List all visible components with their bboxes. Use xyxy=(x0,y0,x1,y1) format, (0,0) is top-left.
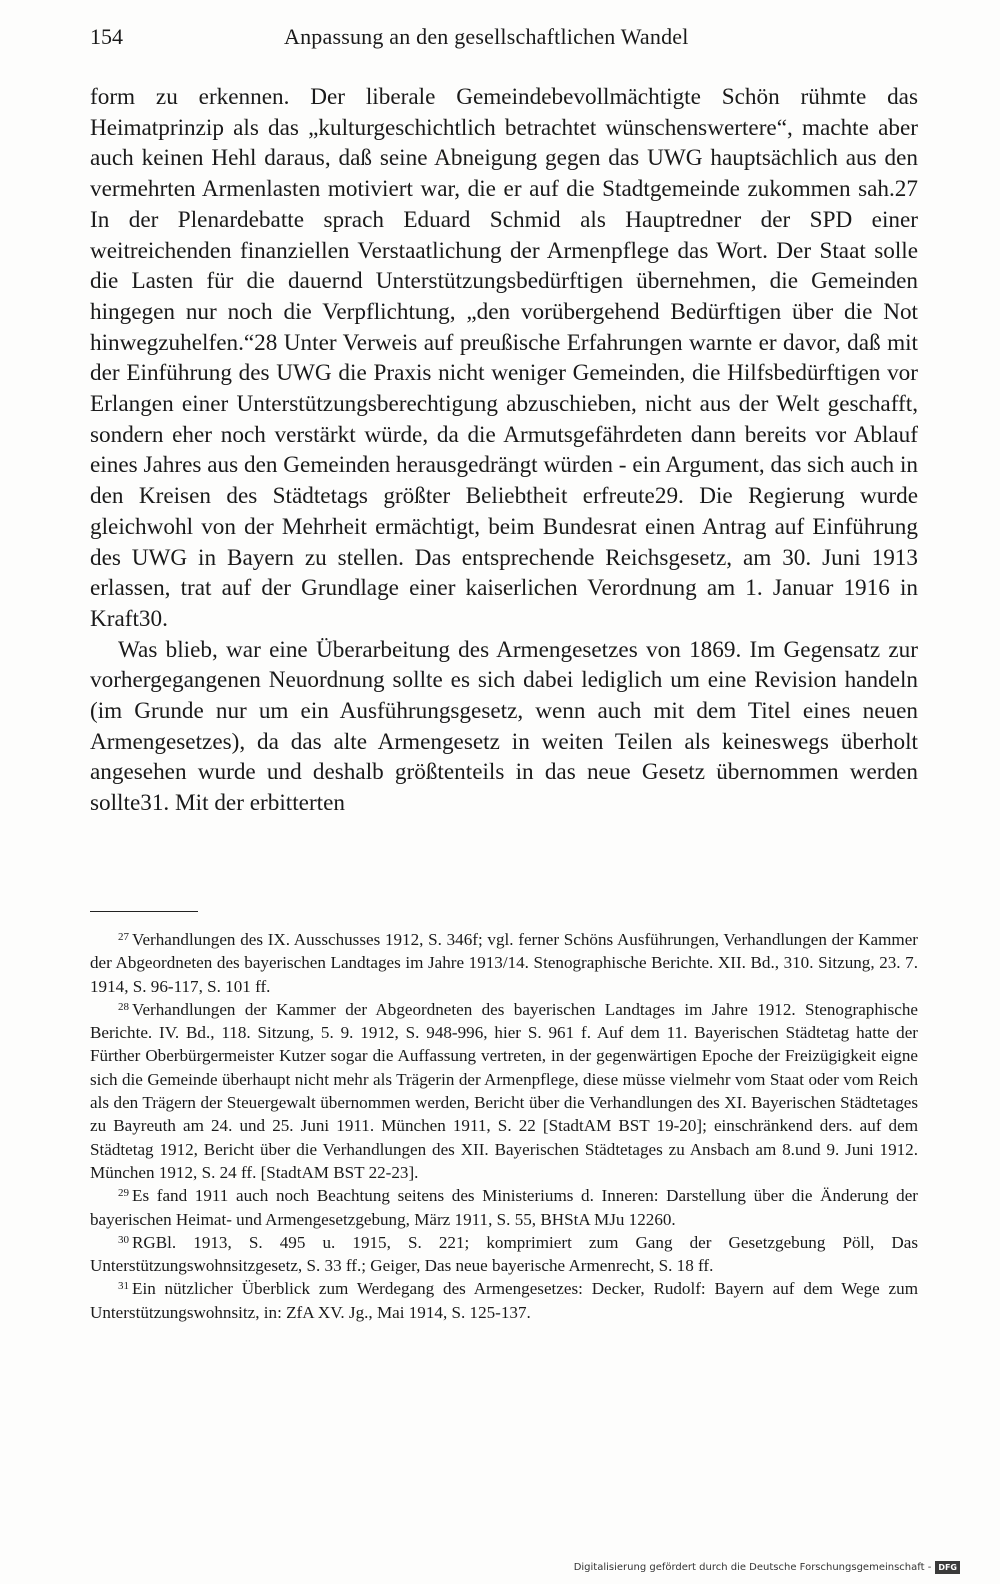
dfg-logo-icon: DFG xyxy=(935,1561,960,1574)
footnote xyxy=(90,928,918,998)
footnote-mark: 30 xyxy=(118,1233,129,1246)
footnote xyxy=(90,998,918,1184)
digitization-credit xyxy=(574,1561,960,1574)
footnote-text: Ein nützlicher Überblick zum Werdegang des Armengesetzes: Decker, Rudolf: Bayern auf dem Wege zum Unterstützungswohnsitz, in: ZfA XV. Jg., Mai 1914, S. 125-137. xyxy=(90,1279,918,1322)
main-text xyxy=(90,82,918,819)
footnote-mark: 28 xyxy=(118,1000,129,1013)
body-paragraph: form zu erkennen. Der liberale Gemeindebevollmächtigte Schön rühmte das Heimatprinzip als das „kulturgeschichtlich betrachtet wünschenswertere“, machte aber auch keinen Hehl daraus, daß seine Abneigung gegen das UWG hauptsächlich aus den vermehrten Armenlasten motiviert war, die er auf die Stadtgemeinde zukommen sah.27 In der Plenardebatte sprach Eduard Schmid als Hauptredner der SPD einer weitreichenden finanziellen Verstaatlichung der Armenpflege das Wort. Der Staat solle die Lasten für die dauernd Unterstützungsbedürftigen übernehmen, die Gemeinden hingegen nur noch die Verpflichtung, „den vorübergehend Bedürftigen über die Not hinwegzuhelfen.“28 Unter Verweis auf preußische Erfahrungen warnte er davor, daß mit der Einführung des UWG die Praxis nicht weniger Gemeinden, die Hilfsbedürftigen vor Erlangen einer Unterstützungsberechtigung abzuschieben, nicht aus der Welt geschafft, sondern eher noch verstärkt würde, da die Armutsgefährdeten dann bereits vor Ablauf eines Jahres aus den Gemeinden herausgedrängt würden - ein Argument, das sich auch in den Kreisen des Städtetags größter Beliebtheit erfreute29. Die Regierung wurde gleichwohl von der Mehrheit ermächtigt, beim Bundesrat einen Antrag auf Einführung des UWG in Bayern zu stellen. Das entsprechende Reichsgesetz, am 30. Juni 1913 erlassen, trat auf der Grundlage einer kaiserlichen Verordnung am 1. Januar 1916 in Kraft30. xyxy=(90,84,918,632)
footnote-text: Es fand 1911 auch noch Beachtung seitens des Ministeriums d. Inneren: Darstellung über die Änderung der bayerischen Heimat- und Armengesetzgebung, März 1911, S. 55, BHStA MJu 12260. xyxy=(90,1186,918,1229)
page-number: 154 xyxy=(90,24,123,49)
footnote xyxy=(90,1277,918,1324)
footnotes xyxy=(90,928,918,1324)
footnote-text: RGBl. 1913, S. 495 u. 1915, S. 221; komprimiert zum Gang der Gesetzgebung Pöll, Das Unterstützungswohnsitzgesetz, S. 33 ff.; Geiger, Das neue bayerische Armenrecht, S. 18 ff. xyxy=(90,1232,918,1276)
credit-text: Digitalisierung gefördert durch die Deutsche Forschungsgemeinschaft - xyxy=(573,1562,932,1573)
footnote-mark: 31 xyxy=(118,1280,129,1293)
footnote-text: Verhandlungen des IX. Ausschusses 1912, S. 346f; vgl. ferner Schöns Ausführungen, Verhandlungen der Kammer der Abgeordneten des bayerischen Landtages im Jahre 1913/14. Stenographische Berichte. XII. Bd., 310. Sitzung, 23. 7. 1914, S. 96-117, S. 101 ff. xyxy=(90,930,918,996)
body-paragraph: Was blieb, war eine Überarbeitung des Armengesetzes von 1869. Im Gegensatz zur vorhergegangenen Neuordnung sollte es sich dabei lediglich um eine Revision handeln (im Grunde nur um ein Ausführungsgesetz, wenn auch mit dem Titel eines neuen Armengesetzes), da das alte Armengesetz in weiten Teilen als keineswegs überholt angesehen wurde und deshalb größtenteils in das neue Gesetz übernommen werden sollte31. Mit der erbitterten xyxy=(90,636,918,817)
footnote xyxy=(90,1184,918,1231)
footnote xyxy=(90,1231,918,1278)
running-title: Anpassung an den gesellschaftlichen Wandel xyxy=(284,24,689,49)
page-header xyxy=(90,24,918,58)
footnote-separator xyxy=(90,911,198,912)
footnote-text: Verhandlungen der Kammer der Abgeordneten des bayerischen Landtages im Jahre 1912. Stenographische Berichte. IV. Bd., 118. Sitzung, 5. 9. 1912, S. 948-996, hier S. 961 f. Auf dem 11. Bayerischen Städtetag hatte der Fürther Oberbürgermeister Kutzer sogar die Auffassung vertreten, in der gegenwärtigen Epoche der Freizügigkeit eigne sich die Gemeinde überhaupt nicht mehr als Trägerin der Armenpflege, diese müsse vielmehr vom Staat oder vom Reich als den Trägern der Steuergewalt übernommen werden, Bericht über die Verhandlungen des XI. Bayerischen Städtetages zu Bayreuth am 24. und 25. Juni 1911. München 1911, S. 22 [StadtAM BST 19-20]; einschränkend ders. auf dem Städtetag 1912, Bericht über die Verhandlungen des XII. Bayerischen Städtetages zu Ansbach am 8.und 9. Juni 1912. München 1912, S. 24 ff. [StadtAM BST 22-23]. xyxy=(90,999,918,1182)
footnote-mark: 27 xyxy=(118,931,129,943)
footnote-mark: 29 xyxy=(118,1187,129,1200)
